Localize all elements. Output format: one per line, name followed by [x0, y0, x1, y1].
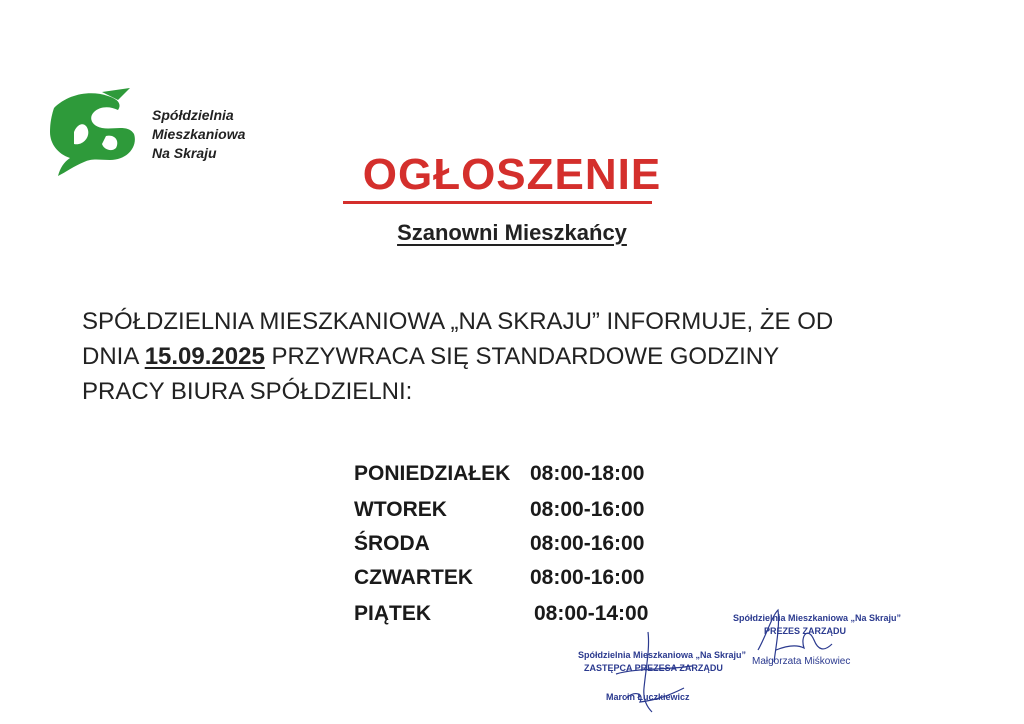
- logo-line-2: Mieszkaniowa: [152, 126, 246, 142]
- stamp-left-role: ZASTĘPCA PREZESA ZARZĄDU: [584, 663, 723, 673]
- date: 15.09.2025: [144, 343, 265, 370]
- hours-time: 08:00-16:00: [530, 532, 645, 555]
- hours-day: CZWARTEK: [354, 566, 473, 589]
- stamp-right-org: Spółdzielnia Mieszkaniowa „Na Skraju”: [733, 613, 902, 623]
- hours-time: 08:00-16:00: [530, 566, 645, 589]
- greeting-text: Szanowni Mieszkańcy: [397, 220, 627, 245]
- stamp-right-name: Małgorzata Miśkowiec: [752, 656, 851, 667]
- hours-day: WTOREK: [354, 498, 447, 521]
- body-line-1: SPÓŁDZIELNIA MIESZKANIOWA „NA SKRAJU” INFORMUJE, ŻE OD: [82, 308, 834, 335]
- stamp-left-org: Spółdzielnia Mieszkaniowa „Na Skraju”: [578, 650, 747, 660]
- signature-left: [596, 628, 716, 718]
- hours-time: 08:00-18:00: [530, 462, 645, 485]
- title-underline: [343, 201, 652, 204]
- hours-day: PONIEDZIAŁEK: [354, 462, 511, 485]
- body-line-2-prefix: DNIA: [82, 343, 145, 370]
- hours-day: ŚRODA: [354, 532, 430, 555]
- body-line-3: PRACY BIURA SPÓŁDZIELNI:: [82, 378, 413, 405]
- announcement-body: [82, 304, 962, 409]
- hours-time: 08:00-14:00: [534, 602, 649, 625]
- signature-right: [752, 606, 862, 676]
- hours-day: PIĄTEK: [354, 602, 432, 625]
- greeting: [0, 220, 1024, 246]
- stamp-right-role: PREZES ZARZĄDU: [764, 626, 847, 636]
- page-title: OGŁOSZENIE: [362, 150, 662, 199]
- body-line-2-suffix: PRZYWRACA SIĘ STANDARDOWE GODZINY: [264, 343, 780, 370]
- stamp-left-name: Marcin Łuczkiewicz: [606, 692, 690, 702]
- body-line-2: [82, 339, 962, 374]
- logo-line-3: Na Skraju: [152, 145, 217, 161]
- hours-time: 08:00-16:00: [530, 498, 645, 521]
- logo-line-1: Spółdzielnia: [152, 107, 234, 123]
